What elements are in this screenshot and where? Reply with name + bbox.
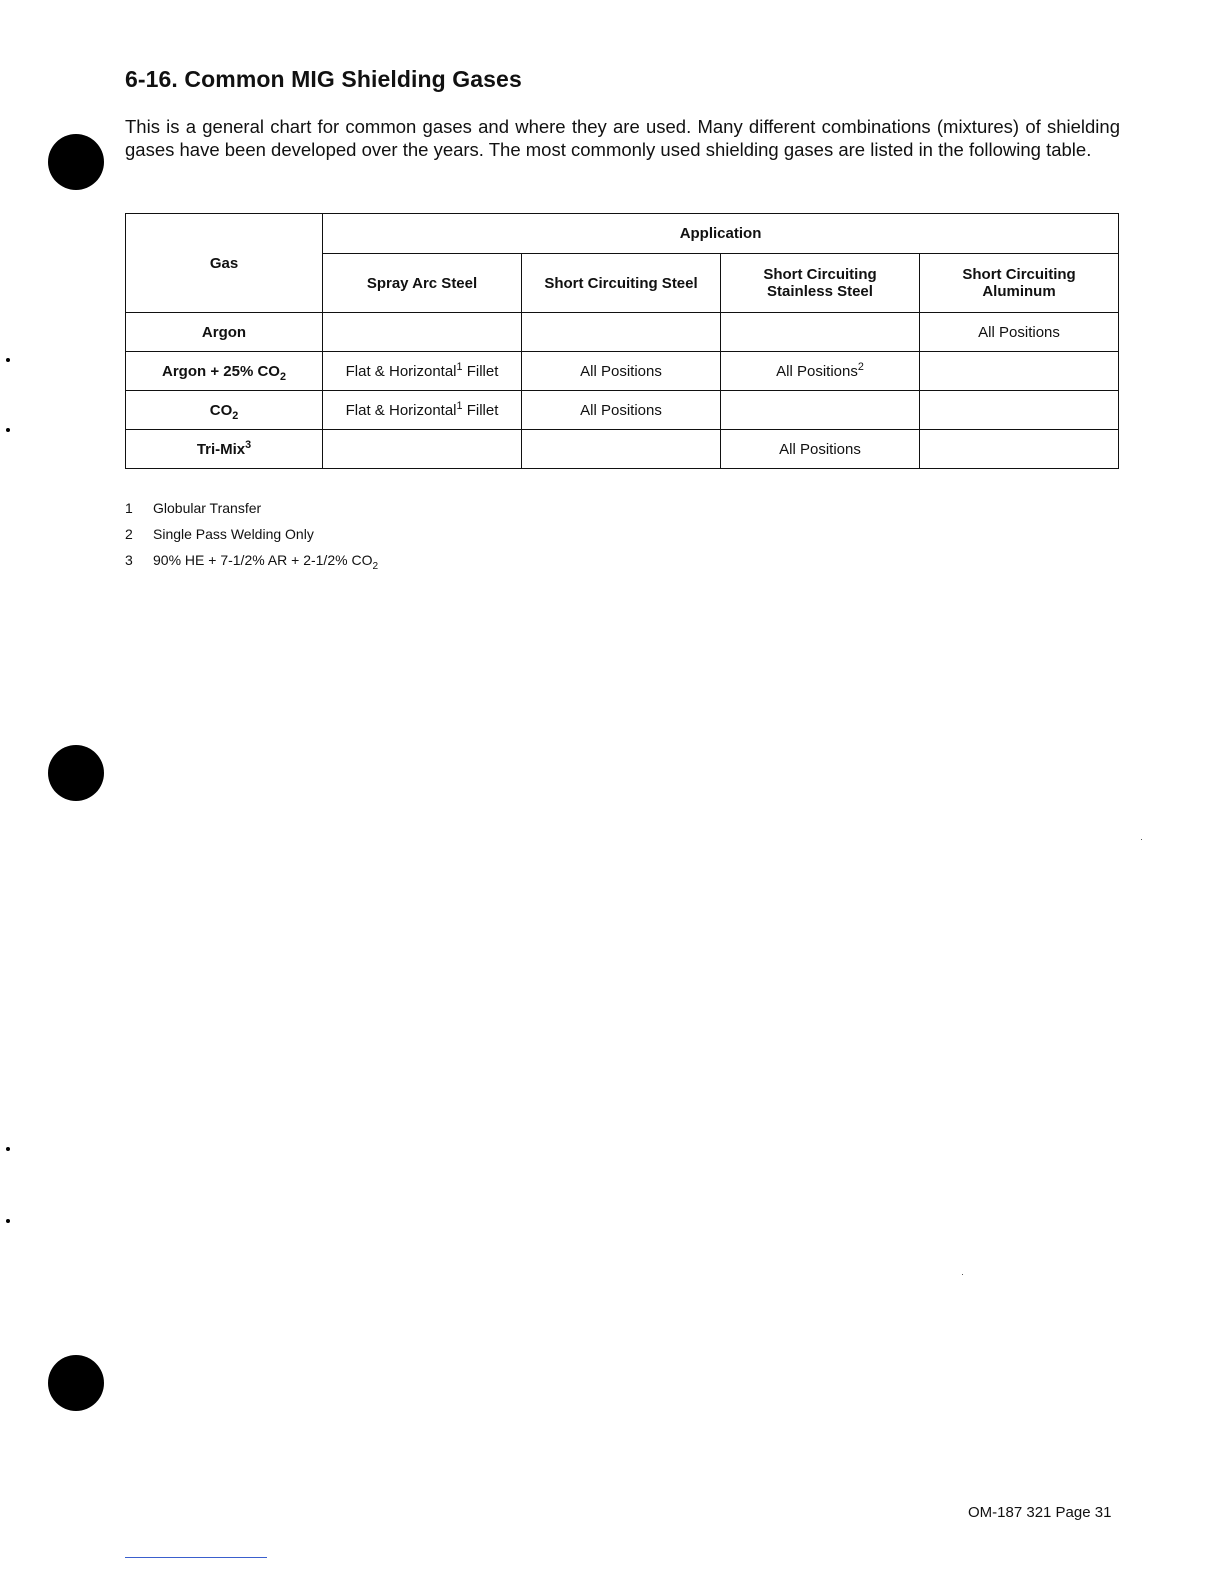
shielding-gas-table <box>125 213 1119 469</box>
gas-name-cell: Argon + 25% $CO_2$ <box>126 352 323 391</box>
footnote <box>125 498 378 524</box>
column-header-short-circuiting-stainless: Short Circuiting Stainless Steel <box>721 254 920 313</box>
table-cell <box>323 430 522 469</box>
column-header-spray-arc-steel: Spray Arc Steel <box>323 254 522 313</box>
gas-column-header: Gas <box>126 214 323 313</box>
scan-speck <box>6 428 10 432</box>
table-cell <box>323 313 522 352</box>
bottom-rule <box>125 1557 267 1558</box>
footnote <box>125 550 378 576</box>
table-cell: All Positions <box>920 313 1119 352</box>
table-cell <box>721 391 920 430</box>
scan-speck <box>6 1147 10 1151</box>
gas-name-cell: $CO_2$ <box>126 391 323 430</box>
footnote-number: 1 <box>125 500 133 516</box>
table-cell: All Positions <box>522 352 721 391</box>
scan-speck <box>6 1219 10 1223</box>
footnote-text: Globular Transfer <box>153 500 262 516</box>
binder-hole-top <box>48 134 104 190</box>
table-cell <box>920 391 1119 430</box>
intro-paragraph: This is a general chart for common gases and where they are used. Many different combinations (mixtures) of shielding gases have been developed over the years. The most commonly used shielding gases are listed in the following table. <box>125 116 1120 160</box>
binder-hole-middle <box>48 745 104 801</box>
table-row <box>126 352 1119 391</box>
table-cell: All Positions$^2$ <box>721 352 920 391</box>
footnote-number: 2 <box>125 526 133 542</box>
page-footer: OM-187 321 Page 31 <box>968 1504 1112 1521</box>
table-cell: Flat & Horizontal$^1$ Fillet <box>323 352 522 391</box>
column-header-short-circuiting-steel: Short Circuiting Steel <box>522 254 721 313</box>
scan-dot <box>962 1274 963 1275</box>
table-row <box>126 313 1119 352</box>
gas-name-cell: Argon <box>126 313 323 352</box>
table-cell <box>920 352 1119 391</box>
application-header: Application <box>323 214 1119 254</box>
table-cell <box>522 430 721 469</box>
table-cell <box>522 313 721 352</box>
footnotes <box>125 498 378 576</box>
footnote <box>125 524 378 550</box>
table-cell: Flat & Horizontal$^1$ Fillet <box>323 391 522 430</box>
table-cell <box>920 430 1119 469</box>
scan-dot <box>1141 839 1142 840</box>
footnote-text: 90% HE + 7-1/2% AR + 2-1/2% $CO_2$ <box>153 552 379 572</box>
table-cell: All Positions <box>522 391 721 430</box>
table-row <box>126 430 1119 469</box>
section-title: 6-16. Common MIG Shielding Gases <box>125 66 522 92</box>
scan-speck <box>6 358 10 362</box>
footnote-number: 3 <box>125 552 133 568</box>
table-cell: All Positions <box>721 430 920 469</box>
footnote-text: Single Pass Welding Only <box>153 526 314 542</box>
binder-hole-bottom <box>48 1355 104 1411</box>
gas-name-cell: Tri-Mix$^3$ <box>126 430 323 469</box>
table-cell <box>721 313 920 352</box>
column-header-short-circuiting-aluminum: Short Circuiting Aluminum <box>920 254 1119 313</box>
table-row <box>126 391 1119 430</box>
